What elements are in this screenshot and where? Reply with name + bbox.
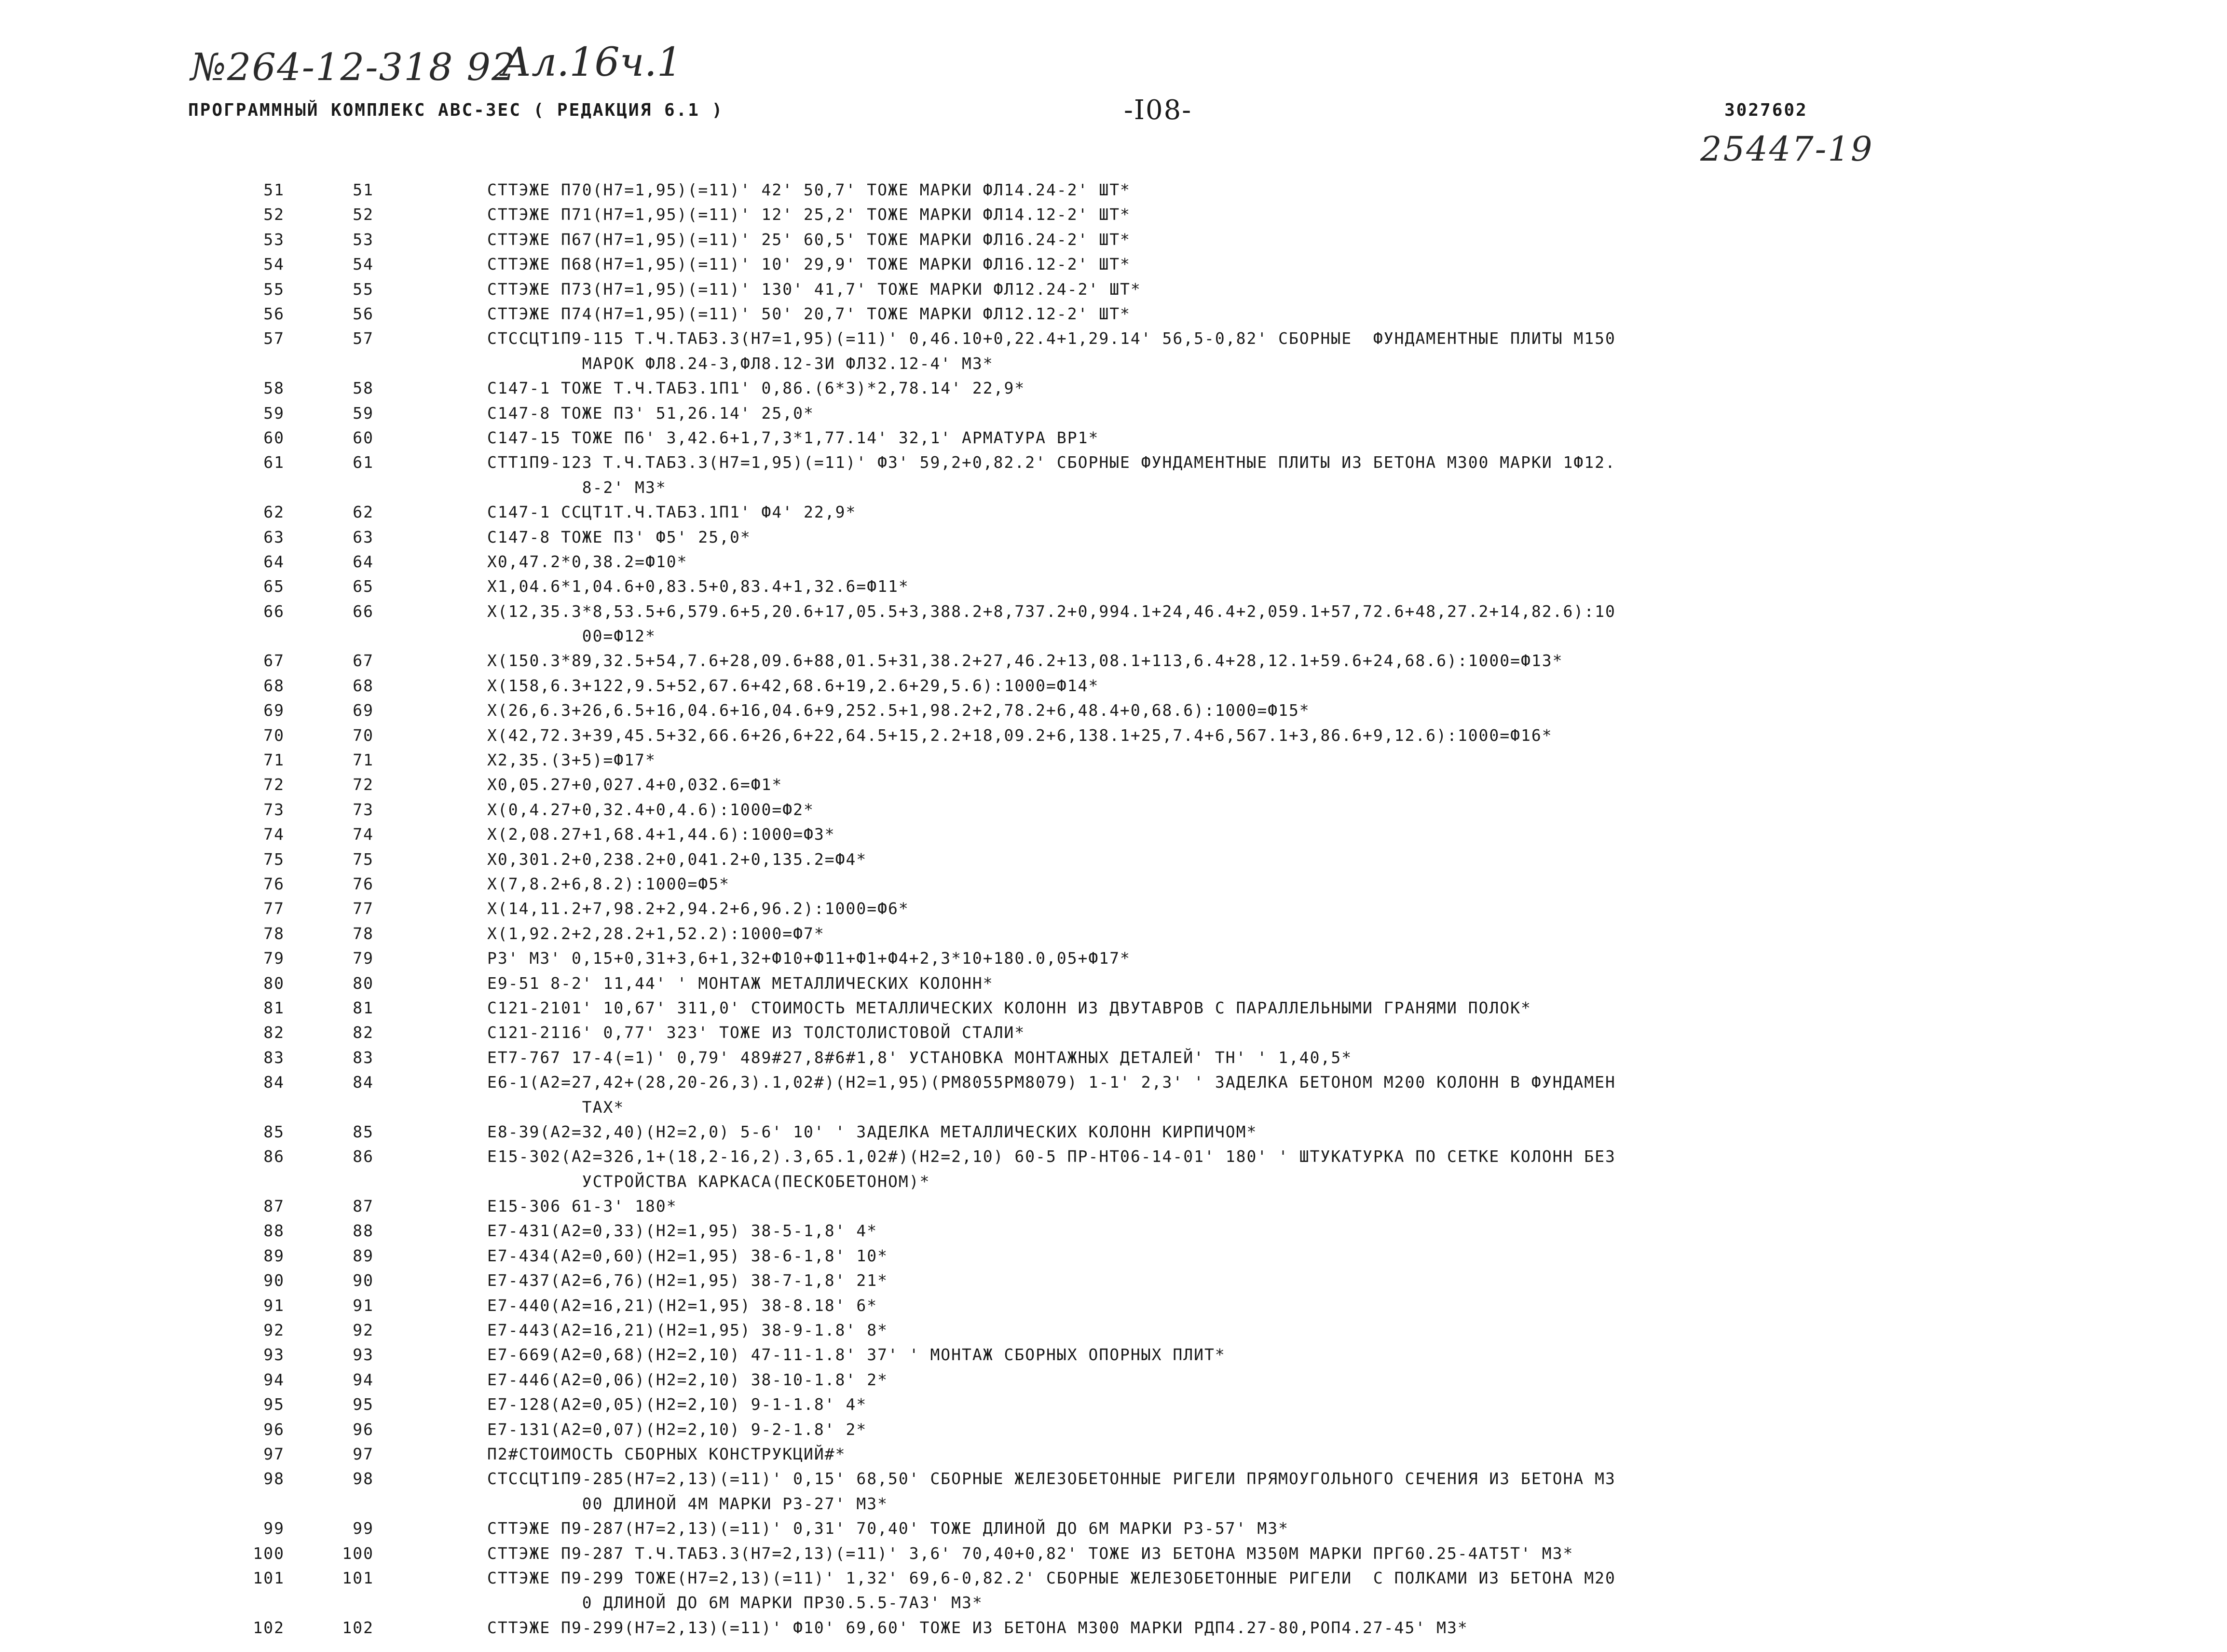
line-number: 94 [263,1370,285,1389]
statement-text: Е7-440(А2=16,21)(Н2=1,95) 38-8.18' 6* [487,1296,878,1315]
statement-text: С147-8 ТОЖЕ П3' Ф5' 25,0* [487,527,751,546]
listing-row [227,177,2108,202]
line-number: 70 [263,725,285,745]
statement-number: 84 [353,1073,374,1092]
statement-text: Е9-51 8-2' 11,44' ' МОНТАЖ МЕТАЛЛИЧЕСКИХ КОЛОНН* [487,973,994,993]
statement-number: 86 [353,1147,374,1166]
listing-row [227,847,2108,872]
statement-number: 53 [353,230,374,249]
statement-number: 87 [353,1197,374,1216]
line-number: 89 [263,1246,285,1265]
statement-text: СТТЭЖЕ П68(Н7=1,95)(=11)' 10' 29,9' ТОЖЕ МАРКИ ФЛ16.12-2' ШТ* [487,255,1131,274]
statement-number: 75 [353,849,374,869]
line-number: 67 [263,651,285,670]
statement-text: СТТЭЖЕ П9-287(Н7=2,13)(=11)' 0,31' 70,40' ТОЖЕ ДЛИНОЙ ДО 6М МАРКИ Р3-57' М3* [487,1519,1289,1538]
statement-text: Х(12,35.3*8,53.5+6,579.6+5,20.6+17,05.5+3,388.2+8,737.2+0,994.1+24,46.4+2,059.1+57,72.6+48,27.2+14,82.6):10 00=Ф12* [487,601,1616,646]
listing-row [227,227,2108,252]
statement-number: 80 [353,973,374,993]
line-number: 96 [263,1420,285,1439]
listing-row [227,1417,2108,1442]
line-number: 65 [263,577,285,596]
statement-text: Х(150.3*89,32.5+54,7.6+28,09.6+88,01.5+31,38.2+27,46.2+13,08.1+113,6.4+28,12.1+59.6+24,68.6):1000=Ф13* [487,651,1563,670]
statement-number: 89 [353,1246,374,1265]
statement-number: 67 [353,651,374,670]
statement-number: 90 [353,1271,374,1290]
line-number: 55 [263,279,285,299]
line-number: 93 [263,1345,285,1365]
statement-number: 58 [353,379,374,398]
listing-row [227,1318,2108,1342]
statement-text: СТССЦТ1П9-285(Н7=2,13)(=11)' 0,15' 68,50' СБОРНЫЕ ЖЕЛЕЗОБЕТОННЫЕ РИГЕЛИ ПРЯМОУГОЛЬНОГО СЕЧЕНИЯ ИЗ БЕТОНА М3 00 ДЛИНОЙ 4М МАРКИ Р3-27' М3* [487,1469,1616,1513]
statement-text: СТТЭЖЕ П67(Н7=1,95)(=11)' 25' 60,5' ТОЖЕ МАРКИ ФЛ16.24-2' ШТ* [487,230,1131,249]
statement-text: Х0,47.2*0,38.2=Ф10* [487,552,688,571]
statement-text: Е7-437(А2=6,76)(Н2=1,95) 38-7-1,8' 21* [487,1271,888,1290]
statement-number: 56 [353,304,374,323]
listing-row [227,1218,2108,1243]
line-number: 100 [253,1543,285,1563]
line-number: 81 [263,998,285,1017]
statement-number: 101 [342,1568,374,1587]
statement-text: Х1,04.6*1,04.6+0,83.5+0,83.4+1,32.6=Ф11* [487,577,909,596]
listing-row [227,1243,2108,1268]
listing-row [227,1268,2108,1293]
listing-row [227,525,2108,549]
line-number: 58 [263,379,285,398]
statement-text: СТССЦТ1П9-115 Т.Ч.ТАБ3.3(Н7=1,95)(=11)' 0,46.10+0,22.4+1,29.14' 56,5-0,82' СБОРНЫЕ ФУНДАМЕНТНЫЕ ПЛИТЫ М150 МАРОК ФЛ8.24-3,ФЛ8.12-3И ФЛ32.12-4' М3* [487,329,1616,373]
statement-number: 61 [353,453,374,472]
statement-text: Е7-669(А2=0,68)(Н2=2,10) 47-11-1.8' 37' ' МОНТАЖ СБОРНЫХ ОПОРНЫХ ПЛИТ* [487,1345,1226,1365]
listing-row [227,1293,2108,1318]
statement-number: 81 [353,998,374,1017]
statement-text: Е7-131(А2=0,07)(Н2=2,10) 9-2-1.8' 2* [487,1420,867,1439]
line-number: 98 [263,1469,285,1488]
statement-text: СТТЭЖЕ П9-299 ТОЖЕ(Н7=2,13)(=11)' 1,32' 69,6-0,82.2' СБОРНЫЕ ЖЕЛЕЗОБЕТОННЫЕ РИГЕЛИ С ПОЛКАМИ ИЗ БЕТОНА М20 0 ДЛИНОЙ ДО 6М МАРКИ ПР30.5.5-7А3' М3* [487,1568,1616,1612]
line-number: 54 [263,255,285,274]
statement-number: 91 [353,1296,374,1315]
document-code: 3027602 [1724,100,1808,120]
statement-number: 97 [353,1445,374,1463]
line-number: 53 [263,230,285,249]
line-number: 90 [263,1271,285,1290]
listing-row [227,450,2108,500]
program-header: ПРОГРАММНЫЙ КОМПЛЕКС АВС-3ЕС ( РЕДАКЦИЯ 6.1 ) [188,100,724,120]
listing-row [227,599,2108,649]
listing-row [227,1020,2108,1045]
statement-number: 93 [353,1345,374,1365]
line-number: 79 [263,949,285,968]
line-number: 102 [253,1618,285,1637]
statement-text: СТТ1П9-123 Т.Ч.ТАБ3.3(Н7=1,95)(=11)' Ф3' 59,2+0,82.2' СБОРНЫЕ ФУНДАМЕНТНЫЕ ПЛИТЫ ИЗ БЕТОНА М300 МАРКИ 1Ф12. 8-2' М3* [487,453,1616,497]
statement-text: С121-2116' 0,77' 323' ТОЖЕ ИЗ ТОЛСТОЛИСТОВОЙ СТАЛИ* [487,1023,1025,1042]
statement-number: 71 [353,751,374,770]
listing-row [227,1516,2108,1541]
listing-row [227,1045,2108,1070]
statement-text: СТТЭЖЕ П70(Н7=1,95)(=11)' 42' 50,7' ТОЖЕ МАРКИ ФЛ14.24-2' ШТ* [487,180,1131,199]
statement-number: 68 [353,676,374,695]
line-number: 78 [263,924,285,943]
listing-row [227,772,2108,797]
program-listing [227,177,2108,1640]
statement-number: 73 [353,800,374,819]
statement-number: 100 [342,1543,374,1563]
listing-row [227,946,2108,970]
listing-row [227,673,2108,698]
line-number: 61 [263,453,285,472]
statement-number: 70 [353,725,374,745]
listing-row [227,748,2108,772]
listing-row [227,1342,2108,1367]
statement-text: Е7-434(А2=0,60)(Н2=1,95) 38-6-1,8' 10* [487,1246,888,1265]
line-number: 75 [263,849,285,869]
listing-row [227,1541,2108,1566]
listing-row [227,1070,2108,1120]
statement-number: 95 [353,1395,374,1414]
listing-row [227,301,2108,326]
statement-text: Х(42,72.3+39,45.5+32,66.6+26,6+22,64.5+15,2.2+18,09.2+6,138.1+25,7.4+6,567.1+3,86.6+9,12.6):1000=Ф16* [487,725,1553,745]
statement-number: 94 [353,1370,374,1389]
statement-text: Е7-443(А2=16,21)(Н2=1,95) 38-9-1.8' 8* [487,1321,888,1340]
listing-row [227,996,2108,1020]
statement-number: 82 [353,1023,374,1042]
statement-text: С121-2101' 10,67' 311,0' СТОИМОСТЬ МЕТАЛЛИЧЕСКИХ КОЛОНН ИЗ ДВУТАВРОВ С ПАРАЛЛЕЛЬНЫМИ ГРАНЯМИ ПОЛОК* [487,998,1531,1017]
listing-row [227,549,2108,574]
statement-number: 102 [342,1618,374,1637]
line-number: 74 [263,825,285,844]
line-number: 86 [263,1147,285,1166]
line-number: 77 [263,899,285,918]
statement-number: 88 [353,1221,374,1241]
statement-number: 79 [353,949,374,968]
line-number: 87 [263,1197,285,1216]
statement-text: Е8-39(А2=32,40)(Н2=2,0) 5-6' 10' ' ЗАДЕЛКА МЕТАЛЛИЧЕСКИХ КОЛОНН КИРПИЧОМ* [487,1122,1257,1141]
listing-row [227,723,2108,748]
listing-row [227,574,2108,599]
statement-text: Х0,301.2+0,238.2+0,041.2+0,135.2=Ф4* [487,849,867,869]
line-number: 68 [263,676,285,695]
statement-number: 77 [353,899,374,918]
line-number: 57 [263,329,285,348]
statement-number: 76 [353,874,374,893]
line-number: 59 [263,403,285,423]
listing-row [227,1194,2108,1218]
listing-row [227,1615,2108,1640]
line-number: 56 [263,304,285,323]
statement-number: 65 [353,577,374,596]
handwritten-album-ref: Ал.16ч.1 [502,40,682,85]
line-number: 101 [253,1568,285,1587]
line-number: 91 [263,1296,285,1315]
listing-row [227,1466,2108,1516]
statement-text: Х(0,4.27+0,32.4+0,4.6):1000=Ф2* [487,800,814,819]
statement-number: 62 [353,503,374,522]
statement-text: Е15-306 61-3' 180* [487,1197,677,1216]
statement-text: Х0,05.27+0,027.4+0,032.6=Ф1* [487,775,783,794]
line-number: 69 [263,701,285,720]
statement-number: 57 [353,329,374,348]
listing-row [227,896,2108,921]
line-number: 66 [263,601,285,621]
statement-number: 99 [353,1519,374,1538]
line-number: 97 [263,1445,285,1463]
listing-row [227,1367,2108,1392]
handwritten-inventory-number: 25447-19 [1700,129,1874,169]
statement-number: 85 [353,1122,374,1141]
statement-text: Х(158,6.3+122,9.5+52,67.6+42,68.6+19,2.6+29,5.6):1000=Ф14* [487,676,1099,695]
statement-number: 83 [353,1048,374,1067]
statement-text: П2#СТОИМОСТЬ СБОРНЫХ КОНСТРУКЦИЙ#* [487,1445,846,1463]
line-number: 62 [263,503,285,522]
listing-row [227,648,2108,673]
line-number: 99 [263,1519,285,1538]
statement-text: СТТЭЖЕ П74(Н7=1,95)(=11)' 50' 20,7' ТОЖЕ МАРКИ ФЛ12.12-2' ШТ* [487,304,1131,323]
statement-text: Х(2,08.27+1,68.4+1,44.6):1000=Ф3* [487,825,835,844]
line-number: 52 [263,205,285,224]
statement-text: СТТЭЖЕ П73(Н7=1,95)(=11)' 130' 41,7' ТОЖЕ МАРКИ ФЛ12.24-2' ШТ* [487,279,1141,299]
statement-text: СТТЭЖЕ П71(Н7=1,95)(=11)' 12' 25,2' ТОЖЕ МАРКИ ФЛ14.12-2' ШТ* [487,205,1131,224]
listing-row [227,252,2108,276]
listing-row [227,1120,2108,1144]
statement-text: Х2,35.(3+5)=Ф17* [487,751,656,770]
statement-number: 52 [353,205,374,224]
statement-number: 55 [353,279,374,299]
statement-text: СТТЭЖЕ П9-287 Т.Ч.ТАБ3.3(Н7=2,13)(=11)' 3,6' 70,40+0,82' ТОЖЕ ИЗ БЕТОНА М350М МАРКИ ПРГ60.25-4АТ5Т' М3* [487,1543,1574,1563]
listing-row [227,401,2108,425]
statement-text: Х(1,92.2+2,28.2+1,52.2):1000=Ф7* [487,924,825,943]
line-number: 73 [263,800,285,819]
statement-number: 96 [353,1420,374,1439]
listing-row [227,872,2108,896]
statement-text: ЕТ7-767 17-4(=1)' 0,79' 489#27,8#6#1,8' УСТАНОВКА МОНТАЖНЫХ ДЕТАЛЕЙ' ТН' ' 1,40,5* [487,1048,1353,1067]
line-number: 72 [263,775,285,794]
statement-text: Е6-1(А2=27,42+(28,20-26,3).1,02#)(Н2=1,95)(РМ8055РМ8079) 1-1' 2,3' ' ЗАДЕЛКА БЕТОНОМ М200 КОЛОНН В ФУНДАМЕН ТАХ* [487,1073,1616,1117]
listing-row [227,326,2108,376]
listing-row [227,1392,2108,1417]
line-number: 51 [263,180,285,199]
statement-number: 59 [353,403,374,423]
listing-row [227,971,2108,996]
line-number: 88 [263,1221,285,1241]
statement-number: 72 [353,775,374,794]
line-number: 84 [263,1073,285,1092]
line-number: 63 [263,527,285,546]
statement-text: Е7-446(А2=0,06)(Н2=2,10) 38-10-1.8' 2* [487,1370,888,1389]
listing-row [227,797,2108,822]
line-number: 92 [263,1321,285,1340]
statement-number: 78 [353,924,374,943]
statement-number: 54 [353,255,374,274]
line-number: 95 [263,1395,285,1414]
statement-number: 60 [353,428,374,447]
statement-number: 51 [353,180,374,199]
listing-row [227,202,2108,227]
listing-row [227,277,2108,301]
statement-number: 63 [353,527,374,546]
statement-text: Е7-128(А2=0,05)(Н2=2,10) 9-1-1.8' 4* [487,1395,867,1414]
listing-row [227,698,2108,723]
statement-text: Е7-431(А2=0,33)(Н2=1,95) 38-5-1,8' 4* [487,1221,878,1241]
statement-number: 69 [353,701,374,720]
statement-text: С147-8 ТОЖЕ П3' 51,26.14' 25,0* [487,403,814,423]
statement-text: Х(7,8.2+6,8.2):1000=Ф5* [487,874,730,893]
listing-row [227,822,2108,846]
listing-row [227,1442,2108,1466]
statement-text: С147-1 ССЦТ1Т.Ч.ТАБ3.1П1' Ф4' 22,9* [487,503,857,522]
listing-row [227,1144,2108,1194]
statement-number: 92 [353,1321,374,1340]
listing-row [227,425,2108,450]
line-number: 71 [263,751,285,770]
statement-text: СТТЭЖЕ П9-299(Н7=2,13)(=11)' Ф10' 69,60' ТОЖЕ ИЗ БЕТОНА М300 МАРКИ РДП4.27-80,РОП4.27-45' М3* [487,1618,1468,1637]
statement-text: Х(26,6.3+26,6.5+16,04.6+16,04.6+9,252.5+1,98.2+2,78.2+6,48.4+0,68.6):1000=Ф15* [487,701,1310,720]
statement-text: Е15-302(А2=326,1+(18,2-16,2).3,65.1,02#)(Н2=2,10) 60-5 ПР-НТ06-14-01' 180' ' ШТУКАТУРКА ПО СЕТКЕ КОЛОНН БЕЗ УСТРОЙСТВА КАРКАСА(ПЕСКОБЕТОНОМ)* [487,1147,1616,1191]
statement-number: 64 [353,552,374,571]
line-number: 80 [263,973,285,993]
page-number: -I08- [1124,95,1192,126]
listing-row [227,376,2108,400]
statement-number: 66 [353,601,374,621]
handwritten-doc-number: №264-12-318 92 [191,46,517,89]
statement-number: 74 [353,825,374,844]
line-number: 82 [263,1023,285,1042]
listing-row [227,1566,2108,1615]
statement-text: Р3' М3' 0,15+0,31+3,6+1,32+Ф10+Ф11+Ф1+Ф4+2,3*10+180.0,05+Ф17* [487,949,1131,968]
line-number: 83 [263,1048,285,1067]
listing-row [227,500,2108,524]
statement-text: С147-15 ТОЖЕ П6' 3,42.6+1,7,3*1,77.14' 32,1' АРМАТУРА ВР1* [487,428,1099,447]
statement-text: С147-1 ТОЖЕ Т.Ч.ТАБ3.1П1' 0,86.(6*3)*2,78.14' 22,9* [487,379,1025,398]
line-number: 60 [263,428,285,447]
statement-number: 98 [353,1469,374,1488]
line-number: 76 [263,874,285,893]
statement-text: Х(14,11.2+7,98.2+2,94.2+6,96.2):1000=Ф6* [487,899,909,918]
line-number: 85 [263,1122,285,1141]
listing-row [227,921,2108,946]
line-number: 64 [263,552,285,571]
